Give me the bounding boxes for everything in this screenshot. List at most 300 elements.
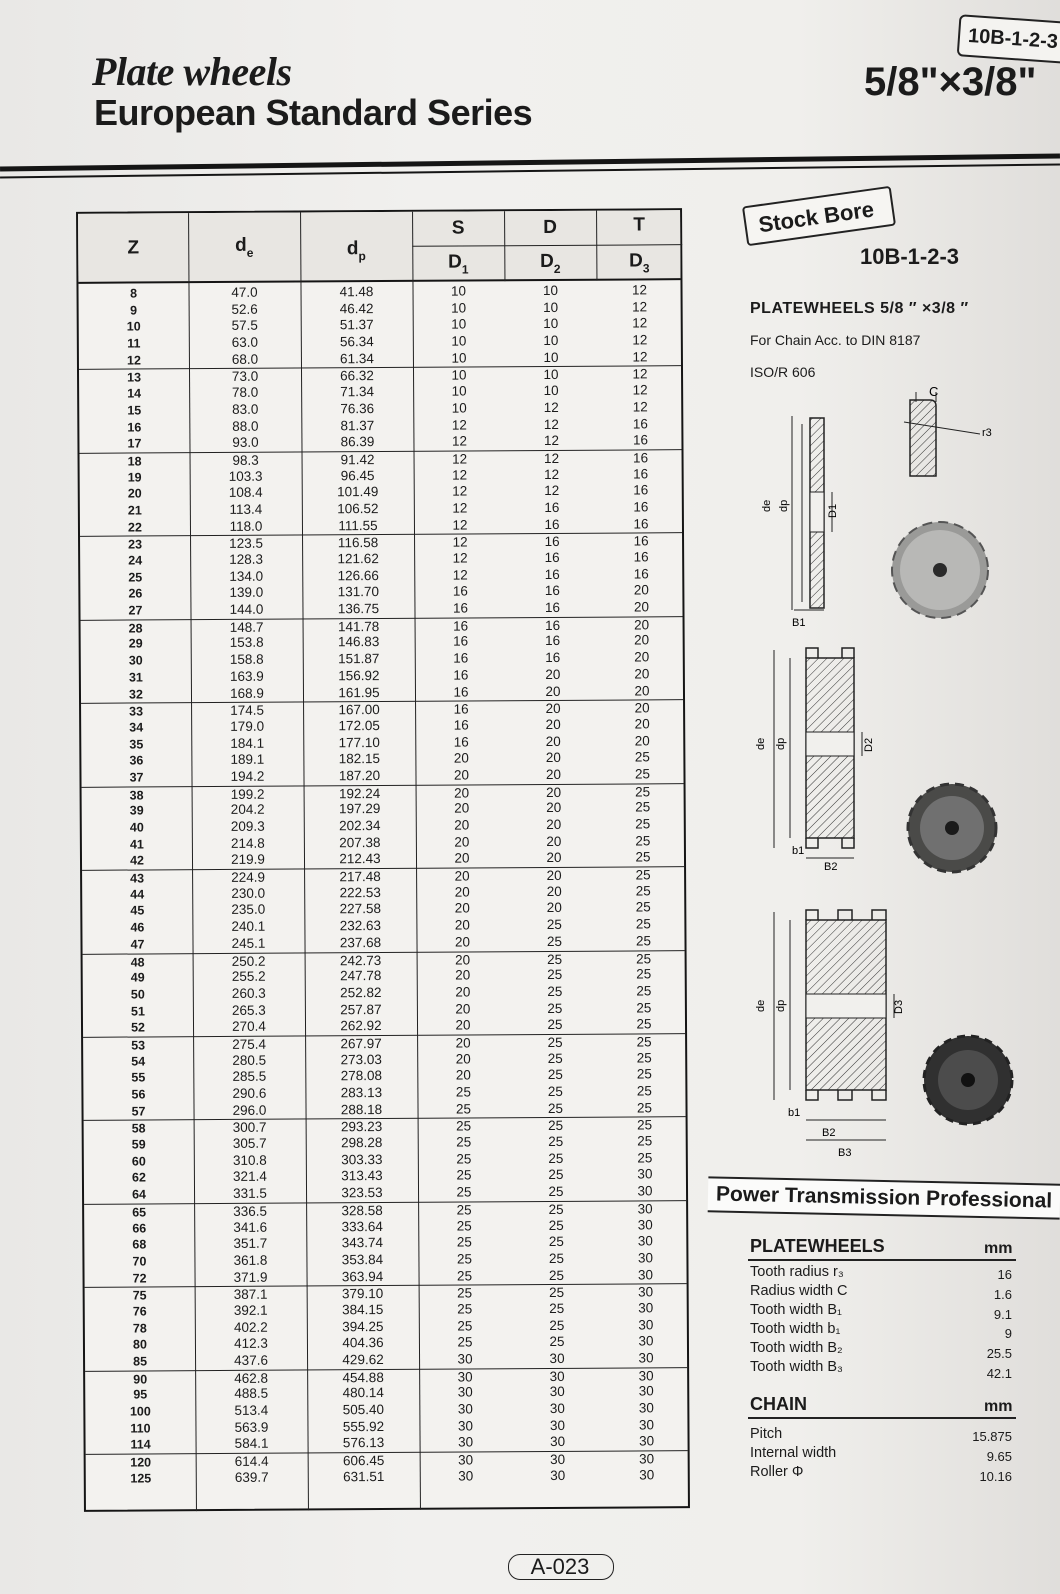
table-header — [78, 210, 680, 284]
cell-dp: 187.20 — [338, 767, 381, 784]
cell-d1: 20 — [455, 951, 471, 968]
spec-label: Roller Φ — [750, 1464, 804, 1480]
cell-dp: 197.29 — [338, 801, 381, 817]
spec-label: Tooth width B₁ — [750, 1302, 842, 1318]
spec-label: Tooth width B₂ — [750, 1340, 843, 1356]
cell-z: 32 — [128, 686, 143, 702]
cell-d2: 25 — [547, 1034, 563, 1050]
cell-z: 8 — [130, 286, 138, 301]
cell-d2: 25 — [548, 1234, 564, 1250]
cell-dp: 247.78 — [340, 968, 382, 984]
cell-d3: 30 — [638, 1417, 655, 1433]
cell-de: 285.5 — [232, 1069, 267, 1085]
cell-de: 88.0 — [232, 418, 259, 434]
cell-d2: 12 — [544, 483, 560, 499]
cell-de: 113.4 — [229, 501, 263, 517]
cell-z: 54 — [131, 1054, 146, 1069]
cell-de: 488.5 — [234, 1386, 269, 1402]
cell-d2: 20 — [545, 733, 561, 749]
cell-d3: 25 — [635, 933, 652, 949]
chain-spec-unit: mm — [984, 1398, 1013, 1415]
cell-d2: 30 — [550, 1452, 566, 1468]
cell-d2: 10 — [543, 349, 559, 365]
cell-de: 275.4 — [232, 1036, 267, 1052]
cell-dp: 576.13 — [342, 1435, 385, 1451]
cell-de: 361.8 — [233, 1252, 268, 1268]
cell-z: 51 — [130, 1004, 145, 1019]
cell-dp: 156.92 — [338, 667, 380, 684]
cell-dp: 267.97 — [340, 1035, 382, 1052]
cell-z: 23 — [128, 537, 143, 552]
spec-label: Pitch — [750, 1426, 783, 1442]
cell-z: 22 — [127, 520, 142, 535]
label-b1-cap: B1 — [792, 617, 806, 629]
cell-d2: 30 — [549, 1417, 566, 1433]
cell-d2: 25 — [548, 1150, 564, 1166]
cell-de: 280.5 — [232, 1052, 267, 1068]
label-d1: D1 — [827, 503, 839, 518]
cell-de: 52.6 — [231, 301, 258, 317]
cell-dp: 41.48 — [339, 284, 374, 300]
cell-z: 47 — [130, 937, 145, 952]
cell-d3: 30 — [637, 1250, 653, 1266]
cell-d1: 25 — [456, 1217, 472, 1234]
cell-d3: 30 — [638, 1350, 654, 1366]
col-header-z: Z — [127, 237, 140, 259]
cell-d1: 20 — [455, 1035, 471, 1051]
cell-d1: 12 — [451, 451, 468, 467]
spec-value: 42.1 — [986, 1366, 1012, 1381]
cell-d2: 20 — [545, 701, 561, 717]
cell-d3: 12 — [632, 332, 648, 348]
cell-d1: 16 — [453, 734, 469, 750]
cell-de: 437.6 — [234, 1352, 268, 1368]
cell-d1: 10 — [451, 350, 467, 366]
cell-d1: 30 — [457, 1418, 474, 1434]
cell-d3: 30 — [639, 1467, 655, 1483]
cell-d3: 30 — [638, 1383, 654, 1399]
cell-d1: 30 — [457, 1401, 473, 1417]
spec-divider — [748, 1259, 1016, 1261]
cell-d2: 20 — [545, 766, 562, 782]
cell-z: 21 — [127, 503, 142, 518]
cell-z: 28 — [128, 621, 143, 636]
cell-d3: 20 — [634, 700, 650, 716]
cell-d2: 20 — [545, 666, 561, 682]
cell-z: 42 — [130, 853, 144, 868]
cell-de: 402.2 — [233, 1319, 268, 1335]
cell-d3: 25 — [636, 1100, 653, 1116]
cell-d3: 25 — [635, 899, 651, 915]
cell-de: 214.8 — [230, 835, 265, 851]
cell-dp: 283.13 — [340, 1085, 383, 1101]
cell-de: 240.1 — [231, 918, 266, 935]
cell-d1: 10 — [451, 383, 467, 399]
label-b1-triplex: b1 — [788, 1107, 801, 1119]
cell-d3: 25 — [636, 999, 652, 1016]
cell-dp: 313.43 — [341, 1168, 383, 1184]
label-dp: dp — [778, 499, 790, 512]
cell-dp: 96.45 — [340, 467, 375, 483]
cell-d3: 25 — [635, 799, 651, 815]
cell-de: 351.7 — [233, 1235, 268, 1252]
power-transmission-banner: Power Transmission Professional — [708, 1176, 1060, 1219]
label-b2: B2 — [824, 861, 838, 873]
cell-d2: 12 — [543, 450, 560, 466]
simplex-sprocket-image — [892, 522, 988, 618]
platewheels-spec-unit: mm — [984, 1240, 1013, 1257]
spec-value: 1.6 — [993, 1286, 1012, 1302]
cell-d3: 30 — [638, 1284, 654, 1300]
cell-d1: 25 — [456, 1134, 472, 1150]
label-c: C — [929, 384, 939, 399]
spec-label: Radius width C — [750, 1283, 848, 1299]
cell-dp: 262.92 — [340, 1018, 382, 1034]
cell-d3: 20 — [634, 716, 650, 732]
cell-d1: 25 — [455, 1101, 472, 1117]
cell-de: 83.0 — [232, 401, 259, 417]
cell-dp: 46.42 — [339, 300, 374, 316]
cell-de: 513.4 — [234, 1402, 269, 1418]
cell-d2: 25 — [548, 1184, 564, 1200]
cell-z: 20 — [127, 486, 142, 501]
cell-d2: 10 — [543, 383, 559, 399]
cell-d3: 12 — [632, 382, 648, 398]
cell-d2: 30 — [549, 1400, 565, 1417]
cell-de: 563.9 — [234, 1419, 269, 1435]
cell-z: 14 — [127, 386, 142, 401]
cell-d3: 16 — [633, 482, 649, 498]
cell-d2: 25 — [547, 1000, 563, 1016]
spec-label: Tooth width B₃ — [750, 1359, 843, 1375]
cell-d2: 25 — [549, 1334, 565, 1350]
cell-d3: 25 — [636, 983, 652, 999]
cell-z: 45 — [130, 903, 145, 918]
cell-d3: 25 — [637, 1150, 653, 1166]
cell-dp: 606.45 — [342, 1453, 385, 1469]
cell-d1: 25 — [456, 1202, 472, 1218]
cell-d2: 25 — [548, 1267, 565, 1283]
cell-de: 63.0 — [231, 334, 259, 350]
cell-d2: 10 — [543, 367, 559, 383]
cell-d1: 25 — [457, 1334, 473, 1350]
cell-dp: 242.73 — [339, 952, 382, 968]
cell-de: 412.3 — [234, 1336, 268, 1352]
cell-d3: 16 — [632, 432, 649, 448]
cell-z: 80 — [132, 1337, 147, 1352]
cell-dp: 480.14 — [342, 1385, 384, 1401]
cell-z: 10 — [126, 319, 141, 334]
cell-dp: 111.55 — [338, 517, 378, 533]
cell-z: 17 — [127, 436, 142, 451]
cell-d3: 16 — [633, 549, 649, 565]
cell-z: 120 — [130, 1455, 152, 1470]
cell-d1: 30 — [458, 1468, 474, 1484]
cell-d2: 20 — [546, 883, 562, 899]
cell-z: 64 — [132, 1187, 147, 1202]
cell-de: 204.2 — [230, 802, 265, 818]
label-d2: D2 — [863, 737, 875, 752]
col-header-s: S — [451, 217, 465, 239]
cell-dp: 81.37 — [340, 417, 375, 433]
cell-dp: 288.18 — [340, 1101, 383, 1117]
cell-de: 265.3 — [231, 1002, 266, 1018]
cell-z: 27 — [128, 603, 143, 618]
cell-d1: 25 — [455, 1084, 471, 1100]
cell-z: 38 — [129, 788, 144, 803]
cell-d3: 25 — [636, 966, 652, 982]
cell-d3: 12 — [631, 282, 648, 298]
cell-dp: 505.40 — [342, 1402, 385, 1418]
cell-dp: 61.34 — [339, 350, 374, 367]
cell-de: 73.0 — [231, 369, 259, 385]
cell-d2: 25 — [548, 1201, 564, 1217]
cell-z: 59 — [131, 1137, 146, 1152]
cell-d1: 30 — [458, 1452, 474, 1468]
cell-dp: 631.51 — [343, 1468, 385, 1485]
cell-d2: 25 — [547, 967, 563, 983]
spec-value: 9.1 — [993, 1306, 1012, 1322]
iso-standard-note: ISO/R 606 — [750, 364, 816, 380]
cell-d2: 25 — [549, 1300, 565, 1316]
cell-dp: 555.92 — [342, 1418, 385, 1435]
header-divider — [0, 154, 1060, 172]
simplex-plate-wheel-drawing — [761, 416, 988, 629]
cell-de: 123.5 — [229, 536, 264, 552]
cell-z: 72 — [132, 1271, 147, 1286]
cell-d1: 10 — [451, 400, 467, 416]
cell-d3: 25 — [636, 1034, 652, 1050]
cell-d2: 10 — [543, 332, 559, 349]
cell-dp: 71.34 — [340, 384, 375, 400]
cell-d1: 20 — [454, 817, 470, 833]
cell-d3: 30 — [638, 1333, 654, 1349]
cell-dp: 404.36 — [342, 1335, 384, 1351]
cell-d1: 30 — [457, 1434, 474, 1450]
cell-d3: 16 — [633, 499, 649, 515]
cell-z: 66 — [132, 1220, 147, 1236]
cell-z: 70 — [132, 1254, 147, 1269]
cell-dp: 146.83 — [337, 634, 380, 650]
cell-dp: 192.24 — [338, 785, 381, 801]
cell-d2: 16 — [544, 599, 561, 616]
cell-d2: 20 — [545, 683, 561, 699]
cell-d3: 30 — [638, 1316, 654, 1333]
cell-d3: 25 — [637, 1117, 653, 1133]
col-header-d1: $D_1$ — [448, 251, 469, 277]
cell-z: 12 — [126, 353, 141, 368]
cell-d1: 16 — [453, 717, 469, 733]
spec-value: 16 — [997, 1267, 1012, 1282]
cell-d3: 30 — [638, 1400, 654, 1416]
cell-dp: 101.49 — [337, 484, 379, 500]
cell-de: 614.4 — [234, 1453, 269, 1470]
cell-z: 36 — [129, 753, 144, 768]
cell-d3: 25 — [635, 916, 651, 932]
cell-de: 219.9 — [231, 852, 265, 868]
cell-d3: 16 — [633, 533, 649, 549]
cell-d1: 30 — [457, 1369, 473, 1385]
cell-de: 134.0 — [229, 568, 264, 584]
cell-d2: 25 — [548, 1167, 564, 1183]
cell-de: 270.4 — [232, 1018, 266, 1035]
cell-z: 125 — [130, 1471, 152, 1486]
cell-de: 300.7 — [232, 1120, 267, 1136]
cell-d1: 10 — [451, 316, 467, 332]
cell-z: 40 — [129, 820, 144, 835]
chain-standard-note: For Chain Acc. to DIN 8187 — [750, 332, 921, 348]
cell-d1: 10 — [451, 333, 467, 349]
cell-z: 30 — [128, 653, 143, 668]
cell-d3: 12 — [632, 399, 648, 415]
cell-d2: 12 — [543, 399, 559, 415]
cell-d1: 20 — [453, 750, 469, 766]
cell-d3: 16 — [633, 566, 649, 582]
cell-z: 52 — [131, 1020, 146, 1035]
cell-z: 65 — [132, 1205, 147, 1220]
cell-d2: 10 — [543, 299, 559, 315]
cell-dp: 151.87 — [338, 651, 380, 667]
cell-d2: 20 — [546, 816, 562, 833]
chain-spec-title: CHAIN — [750, 1394, 807, 1414]
cell-d1: 30 — [457, 1384, 473, 1400]
cell-d2: 16 — [545, 650, 561, 666]
cell-d3: 30 — [638, 1368, 654, 1384]
cell-d2: 25 — [549, 1317, 565, 1333]
cell-d1: 12 — [452, 517, 468, 533]
cell-z: 57 — [131, 1104, 146, 1119]
cell-d3: 20 — [634, 682, 650, 698]
cell-d1: 12 — [452, 467, 468, 483]
cell-dp: 207.38 — [339, 834, 381, 850]
cell-de: 260.3 — [231, 985, 266, 1001]
cell-d2: 25 — [547, 1083, 563, 1099]
cell-dp: 56.34 — [339, 334, 374, 350]
col-header-de: $d_e$ — [235, 234, 254, 260]
cell-z: 35 — [129, 737, 144, 752]
cell-de: 331.5 — [233, 1185, 267, 1202]
spec-value: 10.16 — [979, 1468, 1012, 1484]
cell-dp: 328.58 — [341, 1202, 383, 1219]
cell-d2: 25 — [547, 1067, 563, 1083]
cell-d2: 20 — [546, 867, 562, 884]
cell-d2: 10 — [542, 282, 559, 299]
cell-d3: 30 — [637, 1183, 653, 1199]
cell-dp: 91.42 — [340, 451, 375, 468]
cell-de: 224.9 — [231, 869, 266, 885]
cell-de: 153.8 — [229, 635, 264, 651]
cell-d2: 16 — [544, 549, 560, 566]
cell-d1: 20 — [454, 850, 470, 866]
cell-de: 128.3 — [229, 551, 264, 567]
cell-de: 78.0 — [231, 384, 259, 401]
tooth-profile-detail — [904, 384, 992, 476]
cell-de: 163.9 — [229, 668, 264, 684]
cell-d2: 30 — [550, 1467, 566, 1483]
cell-d2: 25 — [546, 917, 562, 933]
cell-dp: 429.62 — [342, 1352, 384, 1368]
cell-dp: 86.39 — [340, 434, 375, 450]
cell-d1: 20 — [454, 934, 471, 950]
cell-d3: 25 — [636, 1049, 652, 1066]
label-dp-triplex: dp — [775, 999, 787, 1012]
cell-d2: 20 — [545, 716, 561, 732]
cell-d2: 25 — [547, 951, 563, 967]
cell-d1: 20 — [454, 917, 470, 933]
cell-d1: 20 — [454, 834, 470, 850]
cell-de: 255.2 — [231, 968, 266, 985]
cell-dp: 167.00 — [338, 702, 380, 718]
cell-de: 310.8 — [232, 1152, 267, 1168]
cell-d3: 25 — [636, 1066, 652, 1082]
cell-d1: 16 — [453, 650, 469, 666]
spec-label: Internal width — [750, 1445, 837, 1461]
cell-d1: 20 — [455, 1067, 471, 1083]
cell-d1: 16 — [453, 667, 469, 683]
cell-d3: 16 — [632, 415, 648, 431]
cell-z: 56 — [131, 1087, 146, 1102]
cell-z: 53 — [131, 1038, 146, 1053]
cell-d1: 12 — [451, 433, 468, 449]
cell-d1: 12 — [452, 550, 468, 566]
platewheels-spec-title: PLATEWHEELS — [750, 1236, 885, 1256]
col-header-dp: $d_p$ — [346, 238, 366, 264]
cell-d2: 25 — [547, 983, 563, 999]
cell-d1: 10 — [451, 300, 467, 316]
cell-de: 235.0 — [231, 902, 266, 918]
cell-dp: 252.82 — [340, 984, 382, 1001]
cell-de: 371.9 — [233, 1269, 268, 1285]
cell-de: 144.0 — [229, 601, 264, 617]
cell-de: 341.6 — [233, 1219, 268, 1235]
platewheels-size-title: PLATEWHEELS 5/8 ″ ×3/8 ″ — [750, 300, 969, 317]
cell-d1: 20 — [454, 884, 470, 900]
cell-d1: 16 — [453, 701, 469, 717]
cell-d1: 20 — [453, 767, 470, 783]
cell-d3: 30 — [637, 1166, 653, 1182]
cell-d1: 20 — [454, 900, 470, 916]
cell-d2: 16 — [545, 633, 561, 649]
cell-d1: 25 — [457, 1301, 473, 1317]
cell-z: 15 — [127, 403, 142, 418]
cell-d2: 10 — [543, 316, 559, 332]
cell-de: 321.4 — [232, 1169, 267, 1185]
cell-d3: 30 — [638, 1433, 655, 1449]
cell-z: 37 — [129, 770, 144, 785]
cell-d1: 10 — [451, 367, 467, 384]
cell-d3: 16 — [633, 465, 649, 482]
cell-z: 9 — [130, 303, 138, 318]
cell-dp: 76.36 — [340, 400, 375, 417]
cell-de: 47.0 — [231, 284, 258, 300]
cell-de: 250.2 — [231, 953, 266, 969]
cell-de: 168.9 — [230, 685, 264, 701]
cell-dp: 237.68 — [339, 934, 382, 951]
cell-dp: 51.37 — [339, 317, 374, 333]
panel-product-code: 10B-1-2-3 — [860, 244, 960, 269]
cell-d2: 25 — [549, 1285, 565, 1301]
cell-z: 44 — [130, 887, 145, 902]
cell-d3: 30 — [637, 1201, 653, 1217]
cell-d2: 16 — [544, 499, 560, 515]
cell-d3: 30 — [638, 1300, 654, 1316]
page-number: A-023 — [490, 1550, 630, 1584]
cell-dp: 333.64 — [341, 1218, 383, 1234]
cell-d1: 10 — [450, 283, 467, 299]
cell-d3: 25 — [636, 1083, 652, 1099]
header-split-line — [412, 244, 682, 247]
label-b2-triplex: B2 — [822, 1127, 836, 1139]
